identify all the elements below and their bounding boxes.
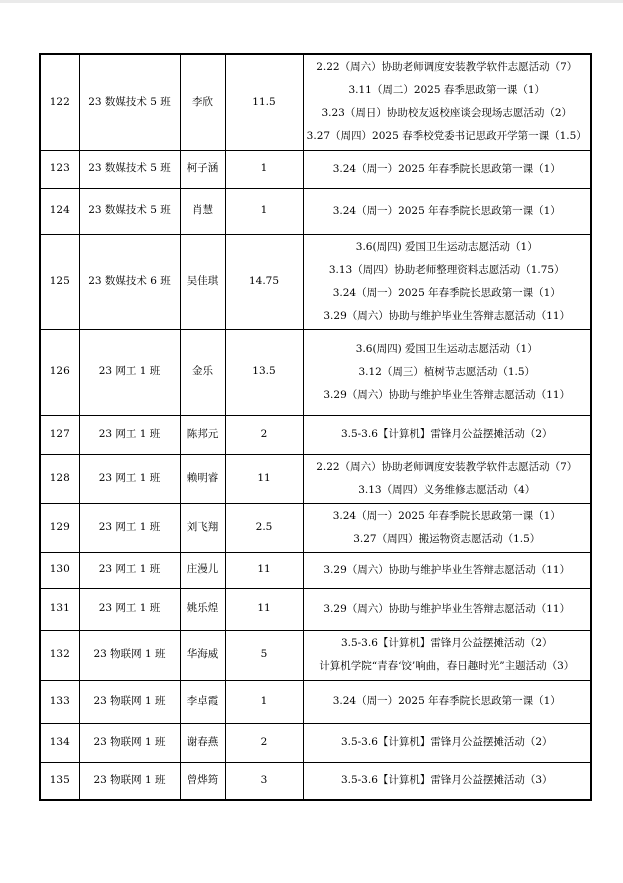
table-row [40,329,591,415]
name-cell: 庄漫儿 [180,552,225,588]
class-cell: 23 物联网 1 班 [79,630,180,680]
activity-line: 3.24（周一）2025 年春季院长思政第一课（1） [332,286,561,299]
activity-line: 3.5-3.6【计算机】雷锋月公益摆摊活动（3） [340,774,553,787]
serial-cell: 135 [40,762,79,800]
hours-cell: 3 [225,762,303,800]
class-cell: 23 物联网 1 班 [79,680,180,723]
table-row [40,680,591,723]
hours-cell: 1 [225,680,303,723]
name-cell: 肖慧 [180,188,225,234]
hours-cell: 11 [225,454,303,503]
activity-line: 3.29（周六）协助与维护毕业生答辩志愿活动（11） [323,602,571,615]
serial-cell: 123 [40,150,79,188]
serial-cell: 133 [40,680,79,723]
serial-cell: 125 [40,234,79,329]
activities-cell [303,552,591,588]
activity-line: 3.24（周一）2025 年春季院长思政第一课（1） [332,509,561,522]
table-row [40,454,591,503]
table-row [40,762,591,800]
name-cell: 李欣 [180,54,225,150]
serial-cell: 134 [40,723,79,762]
name-cell: 华海威 [180,630,225,680]
class-cell: 23 网工 1 班 [79,415,180,454]
activity-line: 3.11（周二）2025 春季思政第一课（1） [348,84,546,97]
hours-cell: 1 [225,150,303,188]
table-row [40,552,591,588]
activity-line: 3.6(周四) 爱国卫生运动志愿活动（1） [355,240,538,253]
class-cell: 23 物联网 1 班 [79,723,180,762]
serial-cell: 131 [40,588,79,630]
activities-cell [303,680,591,723]
hours-cell: 11 [225,588,303,630]
name-cell: 吴佳琪 [180,234,225,329]
table-row [40,415,591,454]
name-cell: 刘飞翔 [180,503,225,552]
activity-line: 3.13（周四）协助老师整理资料志愿活动（1.75） [328,263,565,276]
serial-cell: 124 [40,188,79,234]
activities-cell [303,415,591,454]
name-cell: 李卓霞 [180,680,225,723]
activity-line: 2.22（周六）协助老师调度安装教学软件志愿活动（7） [316,460,578,473]
serial-cell: 129 [40,503,79,552]
activity-line: 3.5-3.6【计算机】雷锋月公益摆摊活动（2） [340,428,553,440]
class-cell: 23 数媒技术 5 班 [79,188,180,234]
activities-cell [303,503,591,552]
page-top-edge [0,0,623,3]
activity-line: 3.27（周四）搬运物资志愿活动（1.5） [353,532,541,545]
name-cell: 姚乐煌 [180,588,225,630]
hours-cell: 14.75 [225,234,303,329]
hours-cell: 2.5 [225,503,303,552]
class-cell: 23 网工 1 班 [79,552,180,588]
activity-line: 3.5-3.6【计算机】雷锋月公益摆摊活动（2） [340,637,553,649]
activities-cell [303,150,591,188]
activity-line: 3.23（周日）协助校友返校座谈会现场志愿活动（2） [321,107,573,120]
activity-line: 3.12（周三）植树节志愿活动（1.5） [358,365,536,378]
activity-line: 3.29（周六）协助与维护毕业生答辩志愿活动（11） [323,563,571,576]
serial-cell: 130 [40,552,79,588]
table-row [40,54,591,150]
activity-line: 2.22（周六）协助老师调度安装教学软件志愿活动（7） [316,61,578,74]
table-row [40,234,591,329]
table-row [40,150,591,188]
activity-line: 3.24（周一）2025 年春季院长思政第一课（1） [332,695,561,707]
hours-cell: 2 [225,723,303,762]
activity-line: 3.29（周六）协助与维护毕业生答辩志愿活动（11） [323,388,571,401]
name-cell: 陈邦元 [180,415,225,454]
serial-cell: 127 [40,415,79,454]
name-cell: 谢春燕 [180,723,225,762]
name-cell: 赖明睿 [180,454,225,503]
hours-cell: 5 [225,630,303,680]
activities-cell [303,762,591,800]
activities-cell [303,188,591,234]
class-cell: 23 物联网 1 班 [79,762,180,800]
volunteer-hours-table [39,53,592,801]
activity-line: 3.5-3.6【计算机】雷锋月公益摆摊活动（2） [340,736,553,748]
table-row [40,188,591,234]
activity-line: 3.24（周一）2025 年春季院长思政第一课（1） [332,162,561,175]
serial-cell: 122 [40,54,79,150]
class-cell: 23 数媒技术 6 班 [79,234,180,329]
activity-line: 3.29（周六）协助与维护毕业生答辩志愿活动（11） [323,309,571,322]
serial-cell: 128 [40,454,79,503]
hours-cell: 2 [225,415,303,454]
activity-line: 3.24（周一）2025 年春季院长思政第一课（1） [332,204,561,217]
class-cell: 23 网工 1 班 [79,503,180,552]
activities-cell [303,54,591,150]
table-row [40,630,591,680]
activities-cell [303,588,591,630]
table-row [40,588,591,630]
class-cell: 23 数媒技术 5 班 [79,54,180,150]
name-cell: 曾烨筠 [180,762,225,800]
serial-cell: 132 [40,630,79,680]
activities-cell [303,723,591,762]
class-cell: 23 网工 1 班 [79,588,180,630]
class-cell: 23 网工 1 班 [79,454,180,503]
hours-cell: 13.5 [225,329,303,415]
name-cell: 柯子涵 [180,150,225,188]
activities-cell [303,454,591,503]
class-cell: 23 数媒技术 5 班 [79,150,180,188]
activity-line: 计算机学院“青春‘饺’响曲，春日趣时光”主题活动（3） [319,660,575,672]
activity-line: 3.13（周四）义务维修志愿活动（4） [358,483,536,496]
table-row [40,723,591,762]
hours-cell: 11.5 [225,54,303,150]
activities-cell [303,630,591,680]
hours-cell: 1 [225,188,303,234]
name-cell: 金乐 [180,329,225,415]
activity-line: 3.27（周四）2025 春季校党委书记思政开学第一课（1.5） [306,130,587,143]
table-row [40,503,591,552]
activity-line: 3.6(周四) 爱国卫生运动志愿活动（1） [355,342,538,355]
class-cell: 23 网工 1 班 [79,329,180,415]
activities-cell [303,329,591,415]
hours-cell: 11 [225,552,303,588]
activities-cell [303,234,591,329]
serial-cell: 126 [40,329,79,415]
